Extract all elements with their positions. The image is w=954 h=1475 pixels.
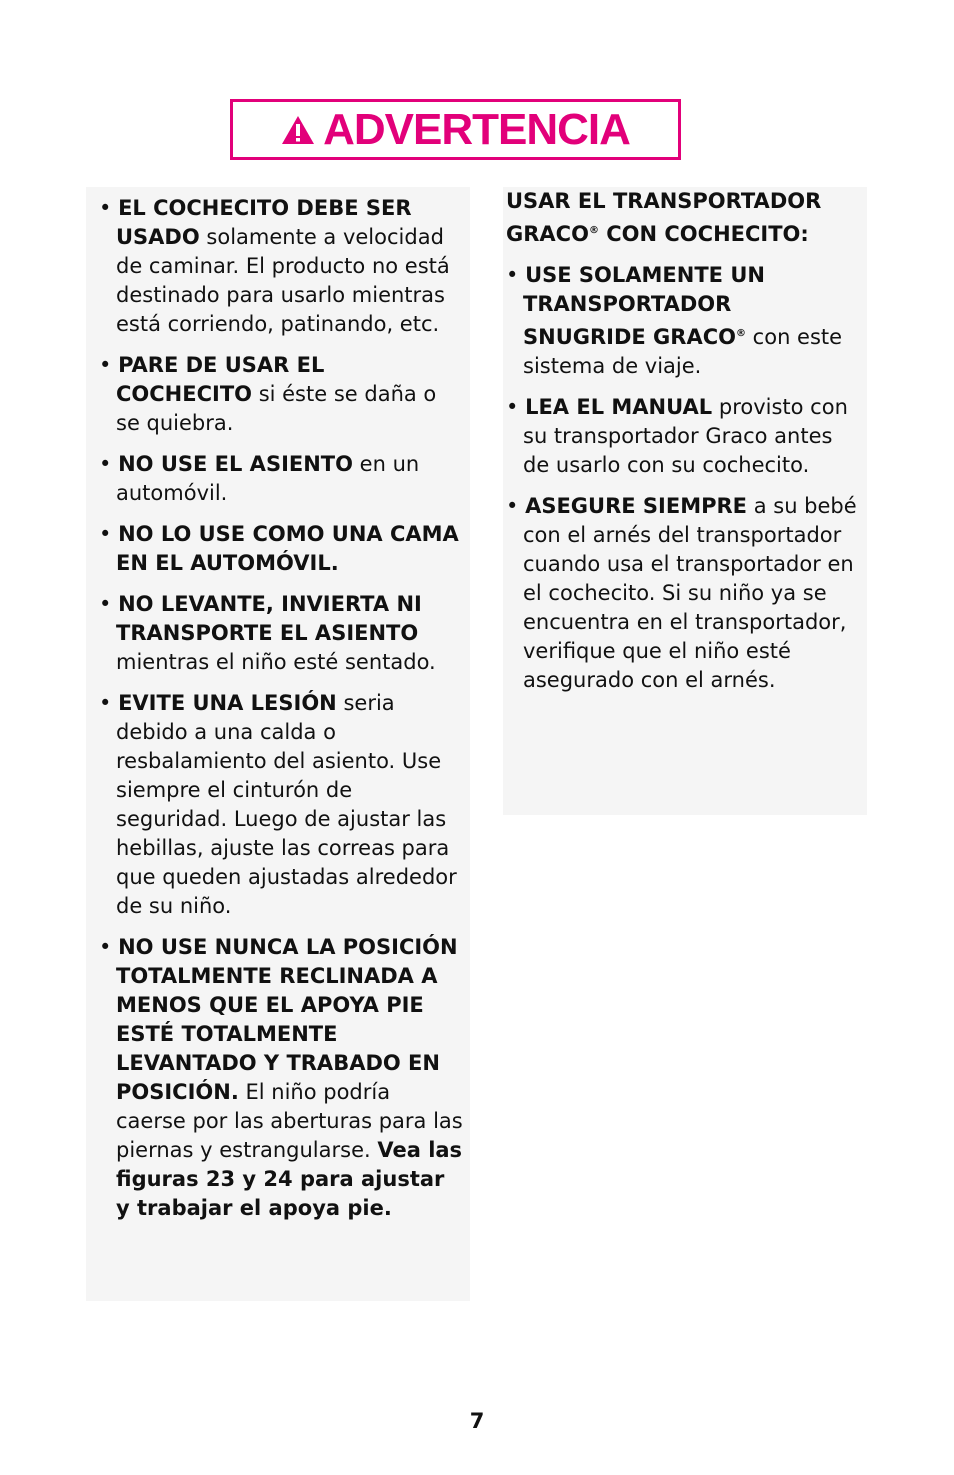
carrier-item-secure-baby: • ASEGURE SIEMPRE a su bebé con el arnés del transportador cuando usa el transportador en el cochecito. Si su niño ya se encuentra en el transportador, verifique que el niño esté asegurado con el arnés. <box>506 494 857 692</box>
warning-item-no-car-bed: • NO LO USE COMO UNA CAMA EN EL AUTOMÓVIL. <box>99 522 459 575</box>
warning-item-no-lift: • NO LEVANTE, INVIERTA NI TRANSPORTE EL ASIENTO mientras el niño esté sentado. <box>99 592 436 674</box>
right-carrier-column <box>503 187 867 815</box>
warning-triangle-icon <box>281 115 315 145</box>
carrier-item-read-manual: • LEA EL MANUAL provisto con su transportador Graco antes de usarlo con su cochecito. <box>506 395 848 477</box>
warning-item-no-car-seat: • NO USE EL ASIENTO en un automóvil. <box>99 452 420 505</box>
carrier-section-heading: USAR EL TRANSPORTADOR GRACO® CON COCHECITO: <box>506 189 822 246</box>
warning-item-stop-use: • PARE DE USAR EL COCHECITO si éste se daña o se quiebra. <box>99 353 437 435</box>
carrier-item-snugride-only: • USE SOLAMENTE UN TRANSPORTADOR SNUGRIDE GRACO® con este sistema de viaje. <box>506 263 843 378</box>
page-number: 7 <box>469 1409 485 1433</box>
warning-title: ADVERTENCIA <box>323 104 630 154</box>
warning-item-walking-speed: • EL COCHECITO DEBE SER USADO solamente a velocidad de caminar. El producto no está destinado para usarlo mientras está corriendo, patinando, etc. <box>99 196 450 336</box>
left-warning-column <box>86 187 470 1301</box>
warning-item-avoid-injury: • EVITE UNA LESIÓN seria debido a una calda o resbalamiento del asiento. Use siempre el cinturón de seguridad. Luego de ajustar las hebillas, ajuste las correas para que queden ajustadas alrededor de su niño. <box>99 691 457 918</box>
warning-item-recline-position: • NO USE NUNCA LA POSICIÓN TOTALMENTE RECLINADA A MENOS QUE EL APOYA PIE ESTÉ TOTALMENTE LEVANTADO Y TRABADO EN POSICIÓN. El niño podría caerse por las aberturas para las piernas y estrangularse. Vea las figuras 23 y 24 para ajustar y trabajar el apoya pie. <box>99 935 463 1220</box>
warning-banner <box>230 99 681 160</box>
